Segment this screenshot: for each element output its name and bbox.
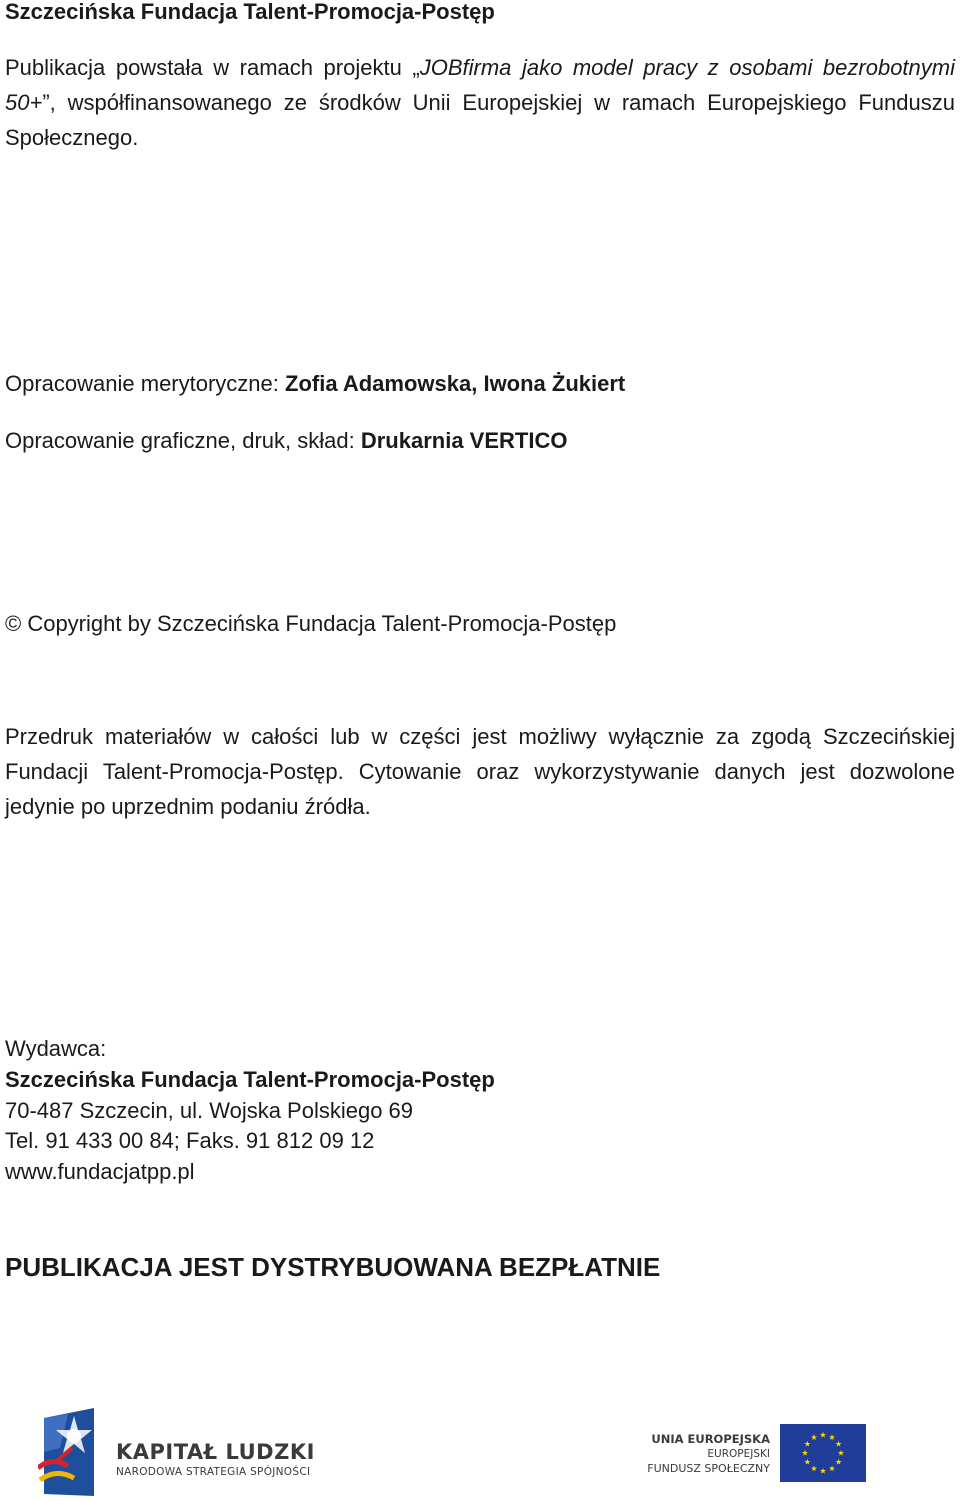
publisher-phone: Tel. 91 433 00 84; Faks. 91 812 09 12 [5,1128,375,1153]
content-credits [5,372,625,396]
intro-after: ”, współfinansowanego ze środków Unii Europejskiej w ramach Europejskiego Funduszu Społecznego. [5,90,955,150]
content-authors: Zofia Adamowska, Iwona Żukiert [285,371,626,396]
publisher-website: www.fundacjatpp.pl [5,1159,195,1184]
eu-line1: UNIA EUROPEJSKA [651,1432,770,1446]
publisher-address: 70-487 Szczecin, ul. Wojska Polskiego 69 [5,1098,414,1123]
content-credits-label: Opracowanie merytoryczne: [5,371,285,396]
kapital-ludzki-logo [38,1408,328,1500]
heading-text: Szczecińska Fundacja Talent-Promocja-Postęp [5,0,495,24]
organization-heading [5,0,495,24]
publisher-name: Szczecińska Fundacja Talent-Promocja-Postęp [5,1067,495,1092]
eu-line3: FUNDUSZ SPOŁECZNY [647,1462,770,1475]
kapital-ludzki-title: KAPITAŁ LUDZKI [116,1440,315,1464]
eu-line2: EUROPEJSKI [707,1448,770,1460]
free-distribution-notice: PUBLIKACJA JEST DYSTRYBUOWANA BEZPŁATNIE [5,1252,661,1282]
printing-house: Drukarnia VERTICO [360,428,568,453]
reprint-notice: Przedruk materiałów w całości lub w części jest możliwy wyłącznie za zgodą Szczecińskiej Fundacji Talent-Promocja-Postęp. Cytowanie oraz wykorzystywanie danych jest dozwolone jedynie po uprzednim podaniu źródła. [5,724,955,819]
eu-flag-icon [780,1424,866,1482]
graphic-credits [5,429,567,453]
kapital-ludzki-logo-icon [38,1408,98,1500]
publisher-label: Wydawca: [5,1036,107,1061]
project-name: JOBfirma jako model pracy z osobami bezrobotnymi 50+ [5,55,955,115]
intro-before: Publikacja powstała w ramach projektu „ [5,55,420,80]
eu-logo [640,1424,870,1484]
intro-paragraph [5,50,955,155]
graphic-credits-label: Opracowanie graficzne, druk, skład: [5,428,361,453]
copyright-line: © Copyright by Szczecińska Fundacja Talent-Promocja-Postęp [5,611,617,636]
kapital-ludzki-subtitle: NARODOWA STRATEGIA SPÓJNOŚCI [116,1466,311,1478]
